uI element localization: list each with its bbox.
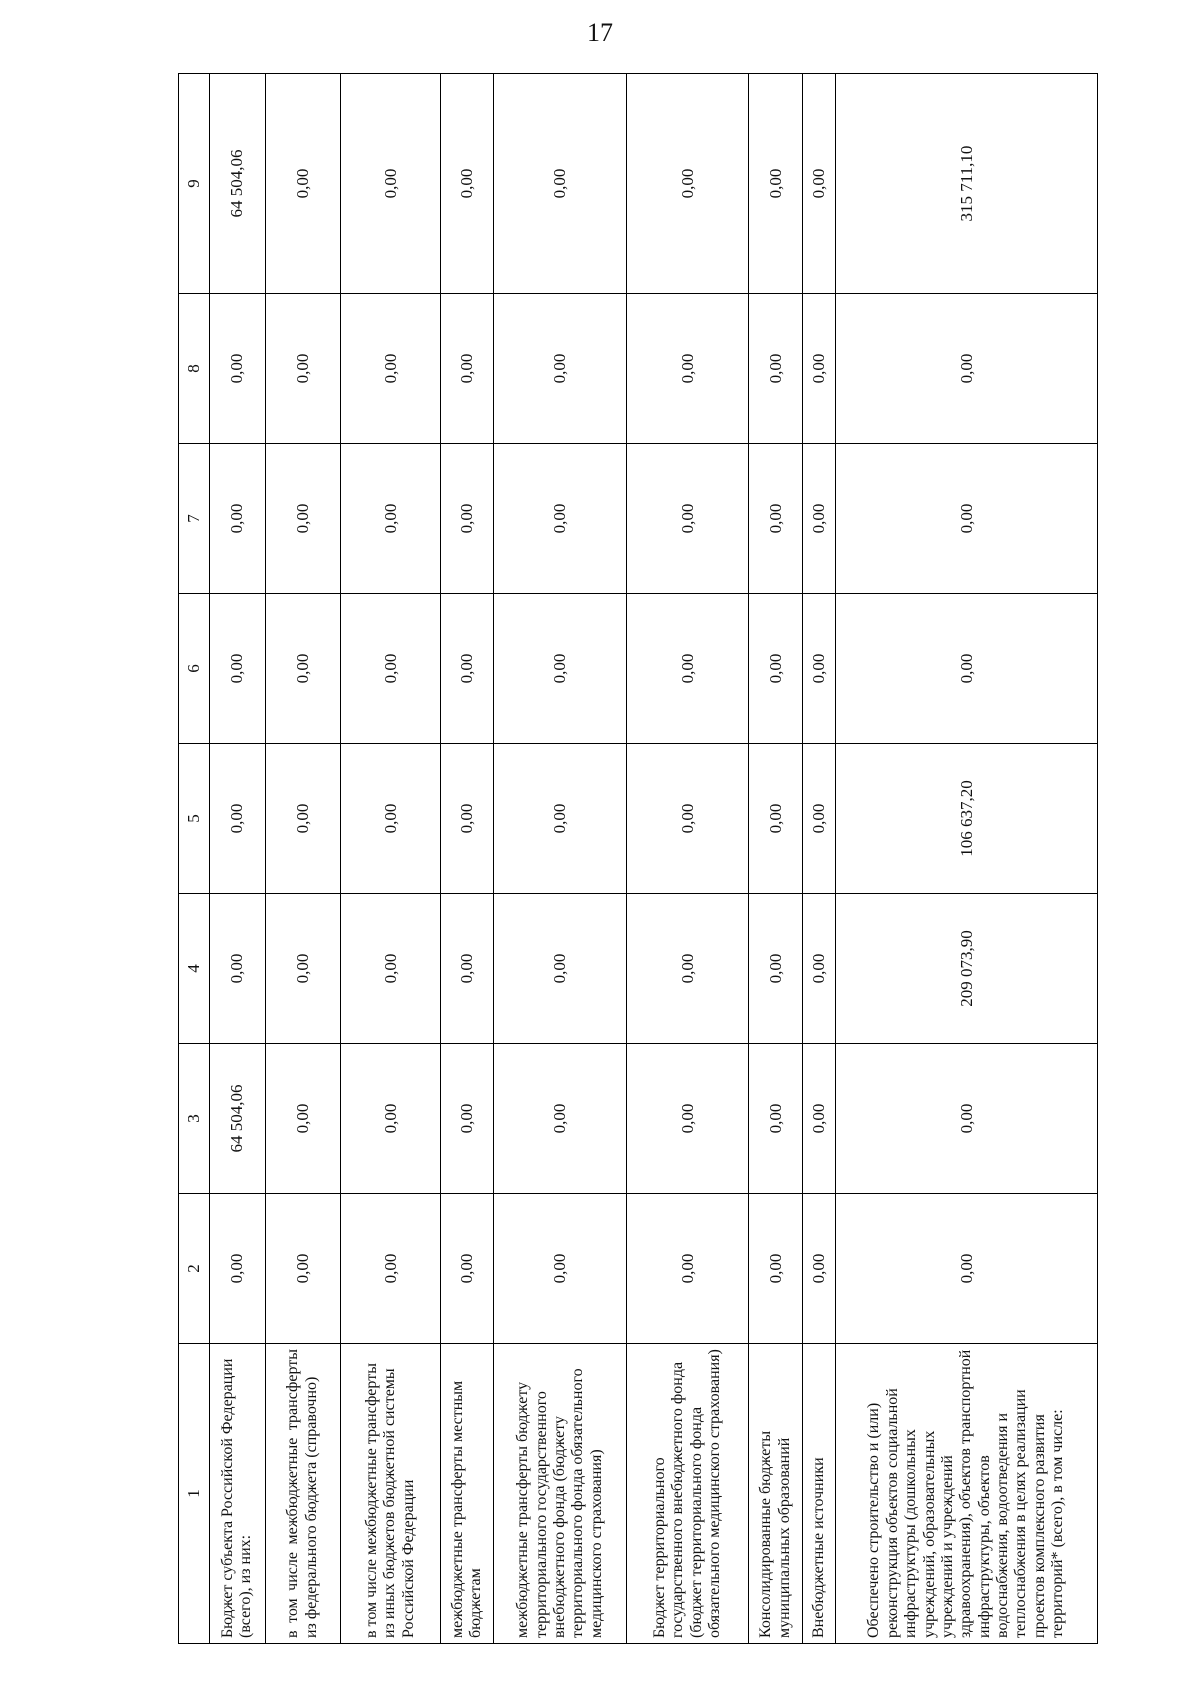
table-row [802,74,835,1644]
table-cell: 106 637,20 [835,744,1097,894]
table-cell: 0,00 [440,74,493,294]
table-cell: 0,00 [494,74,627,294]
table-cell: 0,00 [265,444,340,594]
table-cell: 0,00 [265,294,340,444]
row-label: Внебюджетные источники [802,1344,835,1644]
table-cell: 0,00 [802,594,835,744]
table-cell: 0,00 [749,294,802,444]
table-cell: 0,00 [340,1044,440,1194]
table-cell: 0,00 [802,1044,835,1194]
table-cell: 0,00 [627,594,749,744]
table-cell: 0,00 [210,294,266,444]
table-cell: 0,00 [835,594,1097,744]
table-cell: 0,00 [340,1194,440,1344]
table-cell: 0,00 [835,1194,1097,1344]
column-header: 6 [179,594,210,744]
table-cell: 0,00 [340,444,440,594]
table-cell: 0,00 [749,444,802,594]
table-cell: 0,00 [494,894,627,1044]
table-cell: 0,00 [440,294,493,444]
table-cell: 0,00 [210,894,266,1044]
table-cell: 64 504,06 [210,74,266,294]
table-cell: 0,00 [627,1044,749,1194]
row-label: Консолидированные бюджеты муниципальных образований [749,1344,802,1644]
table-cell: 0,00 [802,744,835,894]
table-cell: 0,00 [494,294,627,444]
table-cell: 0,00 [340,594,440,744]
table-cell: 0,00 [265,894,340,1044]
table-cell: 0,00 [835,294,1097,444]
table-cell: 64 504,06 [210,1044,266,1194]
table-cell: 0,00 [627,444,749,594]
table-row [749,74,802,1644]
table-cell: 0,00 [627,1194,749,1344]
table-cell: 0,00 [494,744,627,894]
column-header: 5 [179,744,210,894]
column-header: 7 [179,444,210,594]
table-cell: 209 073,90 [835,894,1097,1044]
table-row [340,74,440,1644]
table-cell: 0,00 [440,894,493,1044]
column-header: 4 [179,894,210,1044]
table-cell: 0,00 [340,74,440,294]
table-cell: 0,00 [494,1194,627,1344]
table-cell: 0,00 [749,74,802,294]
table-row [265,74,340,1644]
table-row [440,74,493,1644]
row-label: Бюджет субъекта Российской Федерации (всего), из них: [210,1344,266,1644]
table-cell: 0,00 [440,744,493,894]
table-cell: 0,00 [210,744,266,894]
table-cell: 315 711,10 [835,74,1097,294]
table-cell: 0,00 [440,594,493,744]
rotated-table-container [178,74,1098,1644]
table-row [210,74,266,1644]
row-label: Обеспечено строительство и (или) реконструкция объектов социальной инфраструктуры (дошкольных учреждений, образовательных учреждений и учреждений здравоохранения), объектов транспортной инфраструктуры, объектов водоснабжения, водоотведения и теплоснабжения в целях реализации проектов комплексного развития территорий* (всего), в том числе: [835,1344,1097,1644]
table-cell: 0,00 [440,444,493,594]
table-cell: 0,00 [210,444,266,594]
table-cell: 0,00 [749,894,802,1044]
table-cell: 0,00 [265,74,340,294]
page-number: 17 [587,18,613,47]
table-cell: 0,00 [749,594,802,744]
table-row [835,74,1097,1644]
table-cell: 0,00 [494,594,627,744]
table-cell: 0,00 [210,1194,266,1344]
column-header: 2 [179,1194,210,1344]
table-cell: 0,00 [265,744,340,894]
table-cell: 0,00 [340,294,440,444]
table-cell: 0,00 [627,294,749,444]
table-cell: 0,00 [440,1194,493,1344]
column-header: 9 [179,74,210,294]
table-cell: 0,00 [440,1044,493,1194]
table-row [494,74,627,1644]
table-cell: 0,00 [835,444,1097,594]
table-cell: 0,00 [265,1044,340,1194]
table-cell: 0,00 [265,594,340,744]
row-label: межбюджетные трансферты местным бюджетам [440,1344,493,1644]
table-cell: 0,00 [749,1044,802,1194]
table-cell: 0,00 [210,594,266,744]
table-cell: 0,00 [749,744,802,894]
table-cell: 0,00 [494,1044,627,1194]
row-label: в том числе межбюджетные трансферты из иных бюджетов бюджетной системы Российской Федерации [340,1344,440,1644]
column-header: 1 [179,1344,210,1644]
column-header: 8 [179,294,210,444]
table-cell: 0,00 [494,444,627,594]
table-header-row [179,74,210,1644]
table-cell: 0,00 [802,444,835,594]
table-cell: 0,00 [802,74,835,294]
table-cell: 0,00 [627,744,749,894]
table-row [627,74,749,1644]
table-cell: 0,00 [340,894,440,1044]
table-cell: 0,00 [340,744,440,894]
table-cell: 0,00 [627,894,749,1044]
table-cell: 0,00 [627,74,749,294]
row-label: Бюджет территориального государственного внебюджетного фонда (бюджет территориального фонда обязательного медицинского страхования) [627,1344,749,1644]
table-cell: 0,00 [835,1044,1097,1194]
row-label: межбюджетные трансферты бюджету территориального государственного внебюджетного фонда (бюджету территориального фонда обязательного медицинского страхования) [494,1344,627,1644]
table-cell: 0,00 [802,894,835,1044]
table-cell: 0,00 [802,294,835,444]
column-header: 3 [179,1044,210,1194]
row-label: в том числе межбюджетные трансферты из федерального бюджета (справочно) [265,1344,340,1644]
budget-table [178,73,1098,1644]
table-cell: 0,00 [802,1194,835,1344]
table-cell: 0,00 [265,1194,340,1344]
table-cell: 0,00 [749,1194,802,1344]
